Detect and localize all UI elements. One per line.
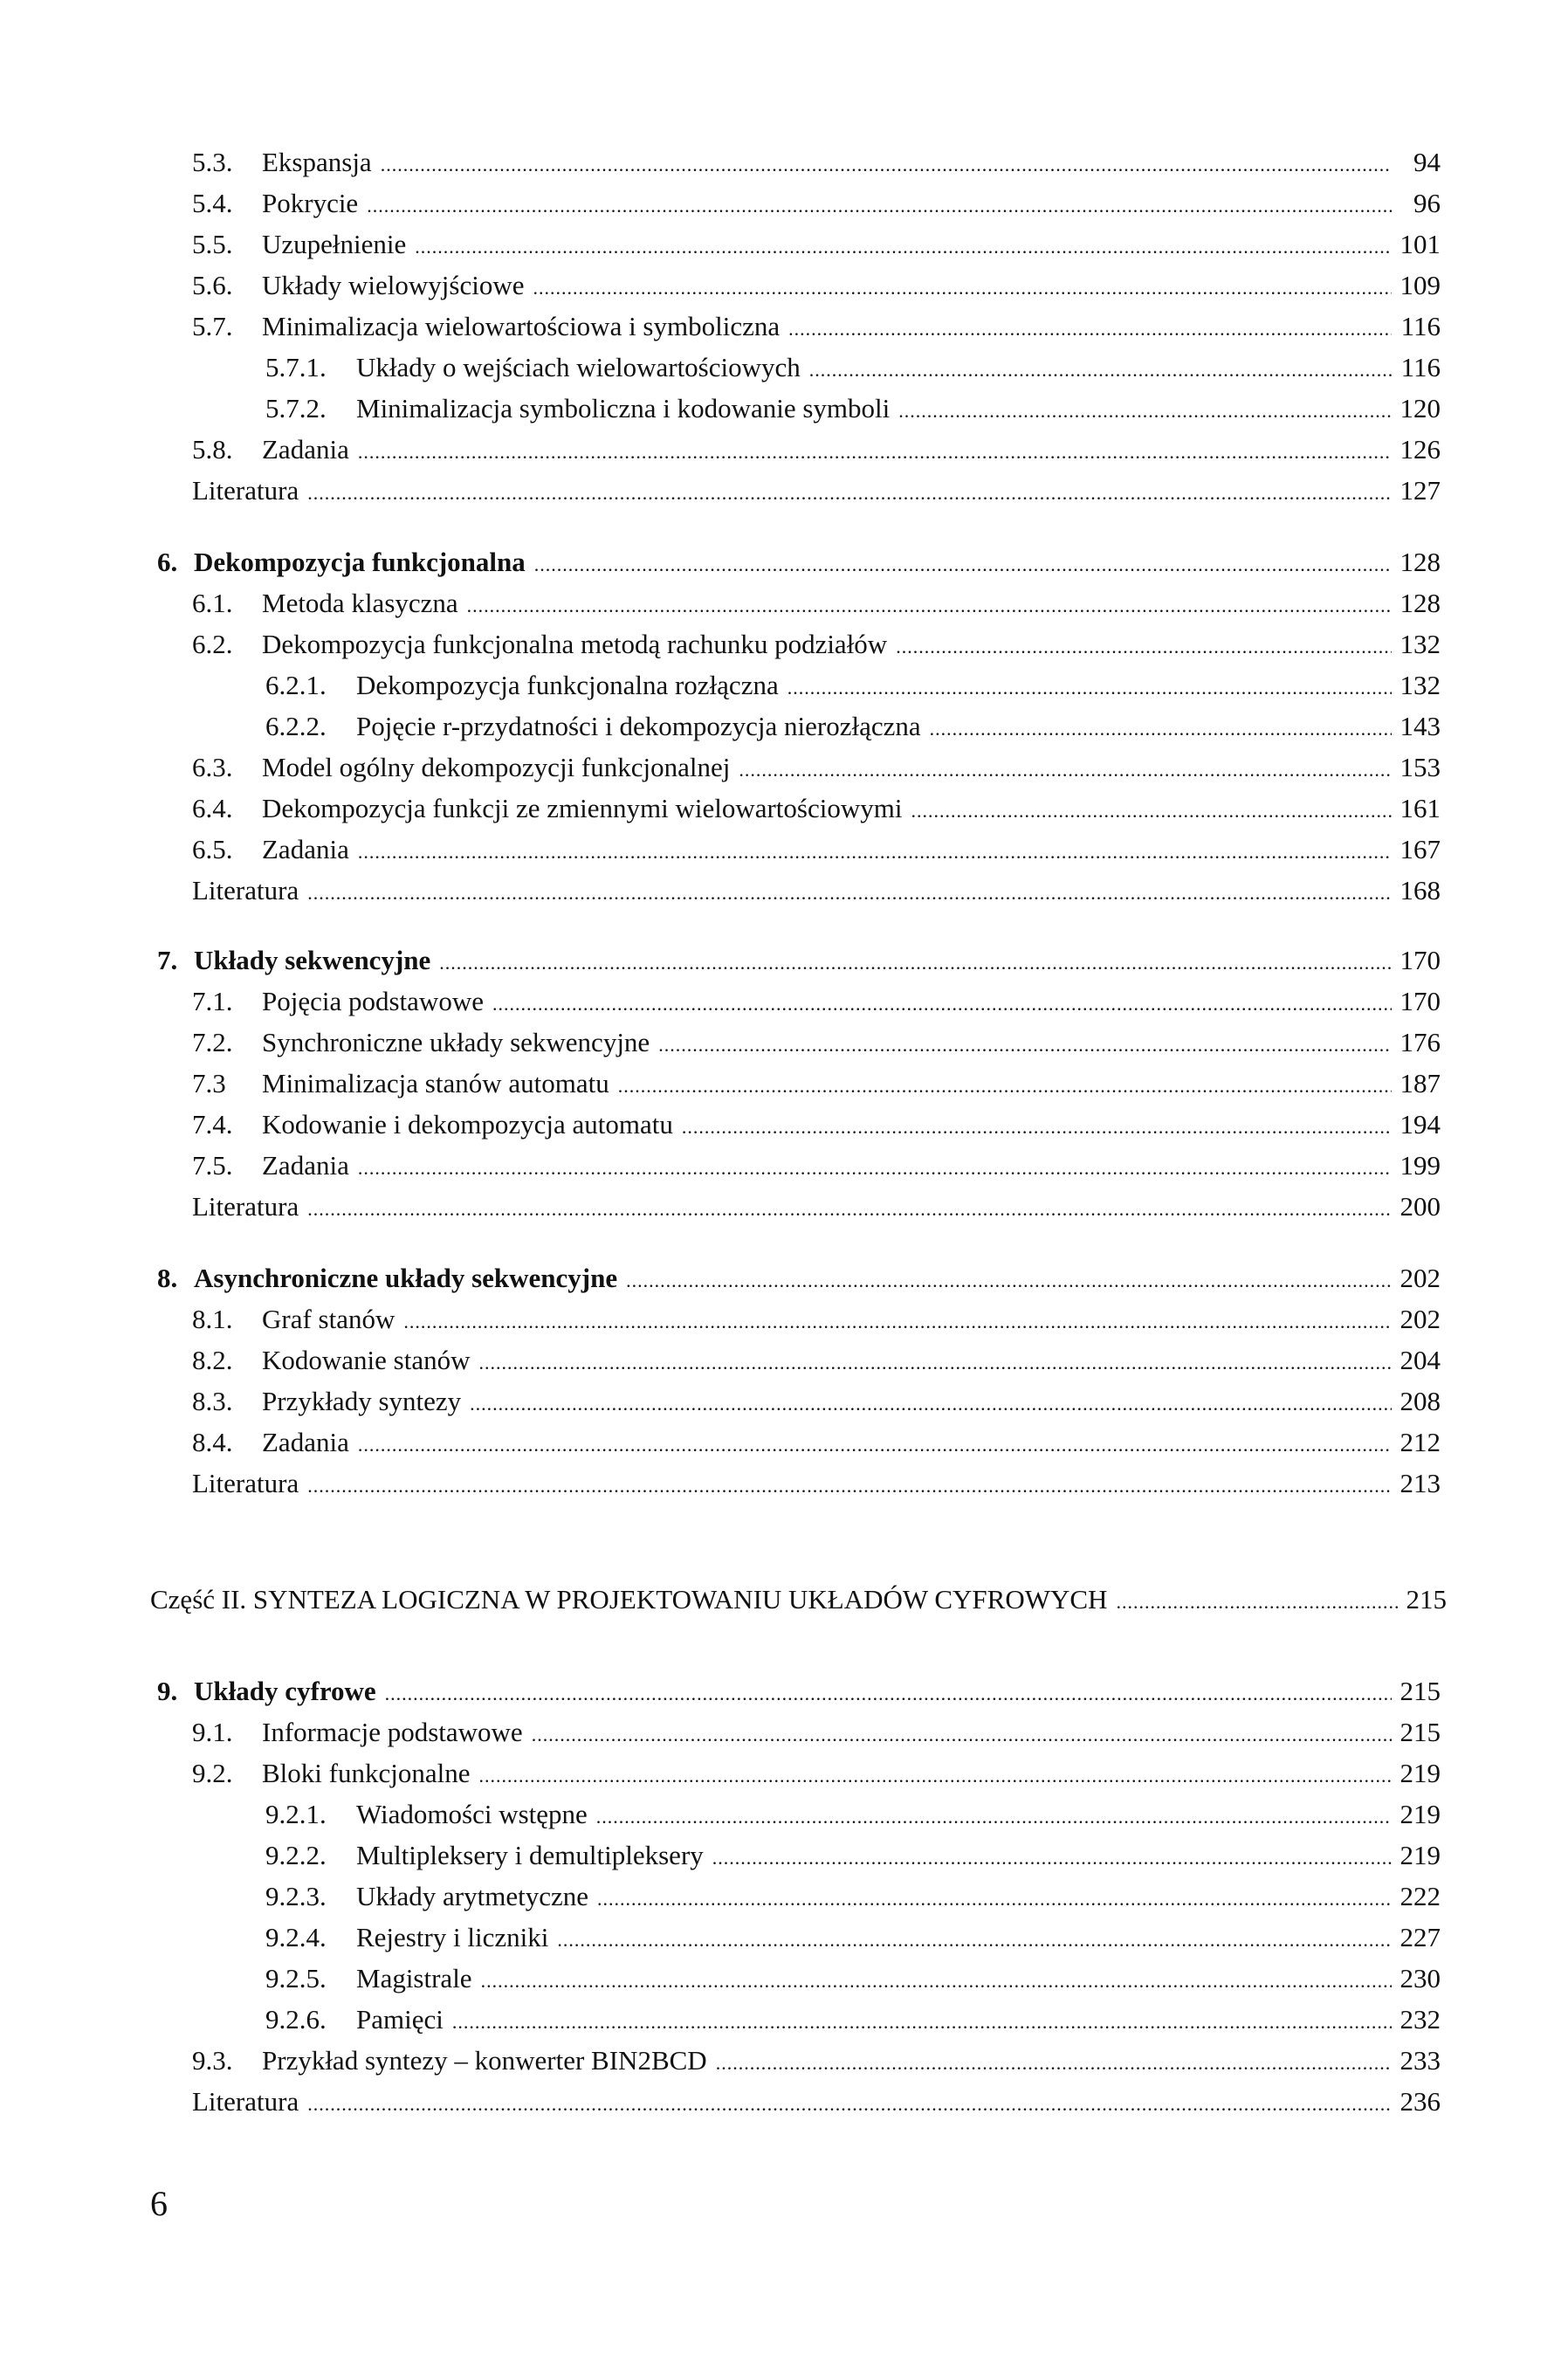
- toc-entry: [157, 1104, 1441, 1145]
- toc-entry: [157, 224, 1441, 265]
- toc-block: [157, 940, 1441, 1227]
- toc-entry: [157, 747, 1441, 788]
- entry-page: 219: [1400, 1799, 1441, 1829]
- entry-title: Pojęcie r-przydatności i dekompozycja nierozłączna: [356, 711, 921, 741]
- toc-entry: [157, 1145, 1441, 1186]
- dot-leader: [597, 1878, 1392, 1919]
- dot-leader: [381, 144, 1392, 185]
- entry-page: 170: [1400, 945, 1441, 975]
- entry-page: 219: [1400, 1758, 1441, 1788]
- entry-page: 120: [1400, 393, 1441, 423]
- entry-title: Zadania: [262, 434, 349, 465]
- toc-entry: [157, 306, 1441, 347]
- entry-number: 6.2.2.: [265, 711, 327, 741]
- entry-page: 168: [1400, 875, 1441, 906]
- entry-number: 5.8.: [192, 434, 233, 465]
- entry-number: 6.: [157, 547, 178, 577]
- entry-number: 9.2.2.: [265, 1840, 327, 1870]
- toc-entry: [157, 1876, 1441, 1917]
- dot-leader: [787, 667, 1392, 708]
- toc-entry: [157, 1298, 1441, 1339]
- entry-number: 8.3.: [192, 1386, 233, 1416]
- entry-number: 5.6.: [192, 270, 233, 300]
- entry-title: Zadania: [262, 1150, 349, 1181]
- entry-title: Układy arytmetyczne: [356, 1881, 588, 1911]
- page-number: 6: [150, 2184, 168, 2223]
- dot-leader: [788, 308, 1392, 349]
- toc-entry: [157, 706, 1441, 747]
- toc-block: [157, 1257, 1441, 1504]
- entry-page: 187: [1400, 1068, 1441, 1098]
- entry-title: Wiadomości wstępne: [356, 1799, 588, 1829]
- entry-title: Magistrale: [356, 1963, 472, 1993]
- entry-title: Informacje podstawowe: [262, 1717, 523, 1747]
- entry-page: 153: [1400, 752, 1441, 782]
- entry-number: 6.5.: [192, 834, 233, 864]
- entry-page: 128: [1400, 588, 1441, 618]
- dot-leader: [415, 226, 1392, 267]
- entry-number: 9.: [157, 1676, 178, 1706]
- entry-page: 143: [1400, 711, 1441, 741]
- toc-entry: [157, 981, 1441, 1022]
- dot-leader: [307, 1465, 1392, 1506]
- entry-number: 9.2.6.: [265, 2004, 327, 2035]
- entry-number: 7.4.: [192, 1109, 233, 1140]
- entry-page: 96: [1413, 188, 1441, 218]
- entry-title: Układy o wejściach wielowartościowych: [356, 352, 801, 382]
- entry-title: Kodowanie stanów: [262, 1345, 471, 1375]
- entry-page: 199: [1400, 1150, 1441, 1181]
- toc-entry: [157, 182, 1441, 224]
- toc-entry: [157, 1999, 1441, 2040]
- entry-page: 212: [1400, 1427, 1441, 1457]
- entry-title: Układy sekwencyjne: [194, 945, 431, 975]
- toc-entry: [157, 1958, 1441, 1999]
- entry-title: Zadania: [262, 1427, 349, 1457]
- entry-title: Metoda klasyczna: [262, 588, 458, 618]
- entry-number: 5.7.: [192, 311, 233, 341]
- entry-title: Minimalizacja symboliczna i kodowanie symboli: [356, 393, 891, 423]
- entry-page: 170: [1400, 986, 1441, 1016]
- entry-title: Układy wielowyjściowe: [262, 270, 525, 300]
- dot-leader: [682, 1106, 1392, 1147]
- entry-number: 7.1.: [192, 986, 233, 1016]
- entry-title: Literatura: [192, 875, 299, 906]
- entry-page: 94: [1413, 147, 1441, 177]
- entry-title: Pojęcia podstawowe: [262, 986, 484, 1016]
- entry-page: 219: [1400, 1840, 1441, 1870]
- entry-page: 232: [1400, 2004, 1441, 2035]
- entry-page: 128: [1400, 547, 1441, 577]
- toc-entry: [157, 870, 1441, 911]
- entry-page: 132: [1400, 629, 1441, 659]
- dot-leader: [403, 1301, 1392, 1342]
- entry-number: 9.3.: [192, 2045, 233, 2076]
- entry-title: Pamięci: [356, 2004, 444, 2035]
- entry-page: 116: [1400, 352, 1441, 382]
- entry-title: Minimalizacja stanów automatu: [262, 1068, 609, 1098]
- entry-number: 6.2.1.: [265, 670, 327, 700]
- toc-entry: [157, 429, 1441, 470]
- toc-entry: [157, 582, 1441, 623]
- dot-leader: [385, 1673, 1392, 1714]
- dot-leader: [626, 1260, 1392, 1301]
- toc-entry: [157, 664, 1441, 706]
- entry-page: 176: [1400, 1027, 1441, 1057]
- toc-entry: [157, 623, 1441, 664]
- entry-title: Model ogólny dekompozycji funkcjonalnej: [262, 752, 731, 782]
- dot-leader: [492, 983, 1392, 1024]
- entry-title: Minimalizacja wielowartościowa i symboliczna: [262, 311, 781, 341]
- dot-leader: [898, 390, 1392, 431]
- dot-leader: [716, 2042, 1392, 2083]
- toc-entry: [157, 470, 1441, 511]
- entry-title: Synchroniczne układy sekwencyjne: [262, 1027, 650, 1057]
- dot-leader: [481, 1960, 1392, 2001]
- entry-title: Graf stanów: [262, 1304, 395, 1334]
- dot-leader: [307, 2083, 1392, 2124]
- part-heading: [150, 1579, 1447, 1620]
- toc-block: [157, 541, 1441, 911]
- entry-page: 202: [1400, 1304, 1441, 1334]
- toc-entry: [157, 265, 1441, 306]
- entry-number: 6.2.: [192, 629, 233, 659]
- entry-title: Kodowanie i dekompozycja automatu: [262, 1109, 673, 1140]
- entry-page: 233: [1400, 2045, 1441, 2076]
- toc-entry: [157, 1381, 1441, 1422]
- dot-leader: [739, 749, 1392, 790]
- dot-leader: [358, 1147, 1392, 1188]
- entry-page: 204: [1400, 1345, 1441, 1375]
- entry-title: Literatura: [192, 475, 299, 506]
- dot-leader: [367, 185, 1392, 226]
- dot-leader: [467, 585, 1392, 626]
- dot-leader: [307, 1188, 1392, 1229]
- toc-entry: [157, 1257, 1441, 1298]
- toc-entry: [157, 388, 1441, 429]
- dot-leader: [470, 1383, 1392, 1424]
- toc-block: [157, 1670, 1441, 2122]
- entry-number: 5.4.: [192, 188, 233, 218]
- toc-entry: [157, 1339, 1441, 1381]
- dot-leader: [596, 1796, 1392, 1837]
- entry-page: 132: [1400, 670, 1441, 700]
- entry-title: Układy cyfrowe: [194, 1676, 376, 1706]
- entry-title: Dekompozycja funkcjonalna: [194, 547, 526, 577]
- entry-number: 7.2.: [192, 1027, 233, 1057]
- entry-title: Dekompozycja funkcjonalna rozłączna: [356, 670, 779, 700]
- toc-entry: [157, 2040, 1441, 2081]
- entry-number: 5.7.1.: [265, 352, 327, 382]
- entry-title: Literatura: [192, 2086, 299, 2117]
- entry-number: 8.: [157, 1263, 178, 1293]
- entry-number: 5.3.: [192, 147, 233, 177]
- dot-leader: [1116, 1581, 1398, 1622]
- entry-number: 9.2.4.: [265, 1922, 327, 1952]
- toc-entry: [157, 1711, 1441, 1752]
- entry-title: Pokrycie: [262, 188, 359, 218]
- dot-leader: [478, 1755, 1392, 1796]
- dot-leader: [618, 1065, 1392, 1106]
- dot-leader: [930, 708, 1392, 749]
- dot-leader: [532, 1714, 1392, 1755]
- entry-title: Przykłady syntezy: [262, 1386, 462, 1416]
- entry-number: 8.4.: [192, 1427, 233, 1457]
- dot-leader: [658, 1024, 1392, 1065]
- entry-page: 109: [1400, 270, 1441, 300]
- entry-title: Dekompozycja funkcjonalna metodą rachunku podziałów: [262, 629, 888, 659]
- entry-page: 200: [1400, 1191, 1441, 1222]
- toc-entry: [157, 2081, 1441, 2122]
- toc-block: [157, 141, 1441, 511]
- dot-leader: [533, 267, 1392, 308]
- entry-page: 161: [1400, 793, 1441, 823]
- entry-page: 167: [1400, 834, 1441, 864]
- entry-page: 101: [1400, 229, 1441, 259]
- entry-page: 213: [1400, 1468, 1441, 1498]
- entry-title: Dekompozycja funkcji ze zmiennymi wielowartościowymi: [262, 793, 903, 823]
- entry-page: 116: [1400, 311, 1441, 341]
- toc-entry: [157, 829, 1441, 870]
- dot-leader: [712, 1837, 1392, 1878]
- dot-leader: [358, 431, 1392, 472]
- entry-title: Przykład syntezy – konwerter BIN2BCD: [262, 2045, 707, 2076]
- entry-number: 6.3.: [192, 752, 233, 782]
- entry-title: Asynchroniczne układy sekwencyjne: [194, 1263, 618, 1293]
- entry-page: 222: [1400, 1881, 1441, 1911]
- entry-title: Literatura: [192, 1468, 299, 1498]
- entry-title: Bloki funkcjonalne: [262, 1758, 471, 1788]
- dot-leader: [896, 626, 1392, 667]
- toc-entry: [157, 1186, 1441, 1227]
- entry-page: 230: [1400, 1963, 1441, 1993]
- entry-title: Literatura: [192, 1191, 299, 1222]
- toc-entry: [157, 1022, 1441, 1063]
- dot-leader: [307, 472, 1392, 513]
- toc-entry: [157, 1463, 1441, 1504]
- dot-leader: [534, 544, 1392, 585]
- toc-entry: [157, 347, 1441, 388]
- part-title: Część II. SYNTEZA LOGICZNA W PROJEKTOWANIU UKŁADÓW CYFROWYCH: [150, 1584, 1108, 1615]
- entry-page: 127: [1400, 475, 1441, 506]
- entry-number: 9.2.5.: [265, 1963, 327, 1993]
- entry-number: 9.2.1.: [265, 1799, 327, 1829]
- entry-title: Ekspansja: [262, 147, 372, 177]
- entry-number: 6.1.: [192, 588, 233, 618]
- toc-entry: [157, 1422, 1441, 1463]
- entry-number: 7.3: [192, 1068, 226, 1098]
- entry-title: Zadania: [262, 834, 349, 864]
- toc-entry: [157, 1063, 1441, 1104]
- part-page: 215: [1406, 1584, 1447, 1615]
- dot-leader: [307, 872, 1392, 913]
- entry-page: 227: [1400, 1922, 1441, 1952]
- toc-entry: [157, 1917, 1441, 1958]
- entry-page: 126: [1400, 434, 1441, 465]
- entry-number: 9.2.3.: [265, 1881, 327, 1911]
- entry-page: 202: [1400, 1263, 1441, 1293]
- entry-number: 9.1.: [192, 1717, 233, 1747]
- dot-leader: [358, 1424, 1392, 1465]
- dot-leader: [439, 942, 1392, 983]
- entry-page: 215: [1400, 1676, 1441, 1706]
- entry-number: 8.2.: [192, 1345, 233, 1375]
- dot-leader: [452, 2001, 1392, 2042]
- dot-leader: [911, 790, 1392, 831]
- entry-number: 6.4.: [192, 793, 233, 823]
- entry-number: 5.7.2.: [265, 393, 327, 423]
- entry-page: 194: [1400, 1109, 1441, 1140]
- entry-number: 7.: [157, 945, 178, 975]
- toc-entry: [157, 1835, 1441, 1876]
- entry-number: 5.5.: [192, 229, 233, 259]
- dot-leader: [478, 1342, 1392, 1383]
- toc-entry: [157, 541, 1441, 582]
- toc-entry: [157, 1670, 1441, 1711]
- toc-entry: [157, 1752, 1441, 1794]
- toc-entry: [157, 141, 1441, 182]
- dot-leader: [557, 1919, 1392, 1960]
- entry-title: Uzupełnienie: [262, 229, 407, 259]
- entry-title: Rejestry i liczniki: [356, 1922, 549, 1952]
- entry-page: 236: [1400, 2086, 1441, 2117]
- entry-number: 8.1.: [192, 1304, 233, 1334]
- entry-number: 7.5.: [192, 1150, 233, 1181]
- entry-page: 208: [1400, 1386, 1441, 1416]
- entry-title: Multipleksery i demultipleksery: [356, 1840, 704, 1870]
- toc-entry: [157, 940, 1441, 981]
- toc-entry: [157, 788, 1441, 829]
- dot-leader: [809, 349, 1392, 390]
- dot-leader: [358, 831, 1392, 872]
- entry-number: 9.2.: [192, 1758, 233, 1788]
- toc-entry: [157, 1794, 1441, 1835]
- entry-page: 215: [1400, 1717, 1441, 1747]
